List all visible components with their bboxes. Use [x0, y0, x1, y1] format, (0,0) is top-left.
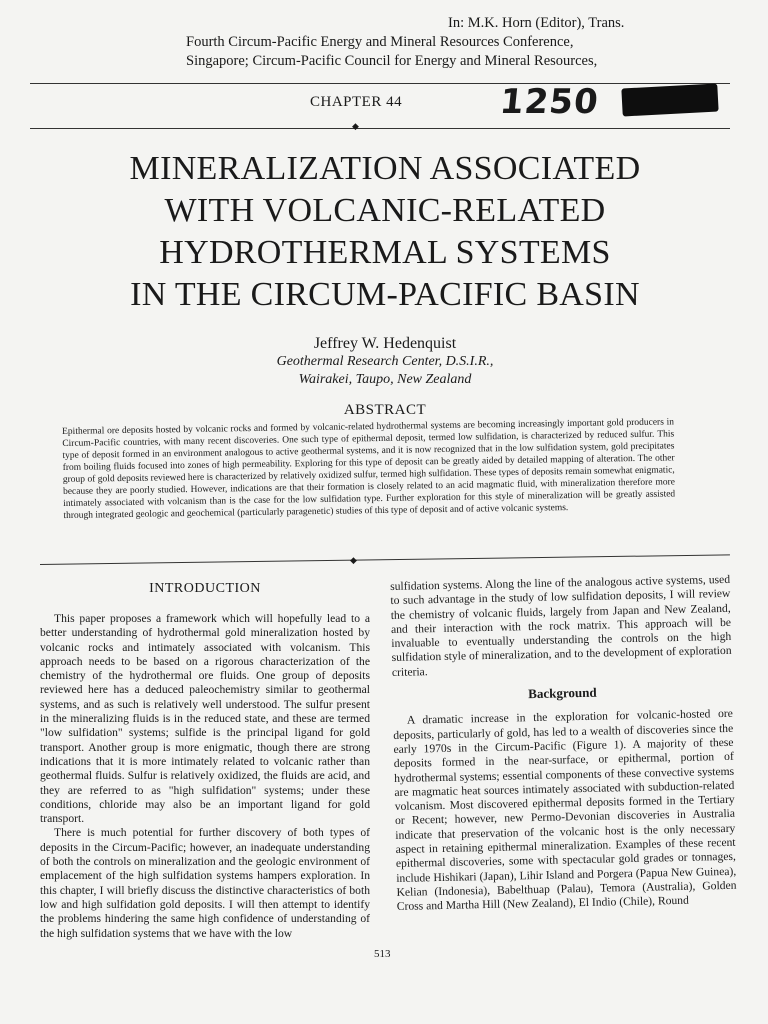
left-column: [40, 612, 370, 941]
affiliation-line-2: Wairakei, Taupo, New Zealand: [298, 372, 472, 387]
header-rule-bottom: [30, 128, 730, 129]
redaction-mark: [621, 84, 718, 117]
abstract-rule-diamond: ◆: [350, 555, 357, 565]
title-line-4: IN THE CIRCUM-PACIFIC BASIN: [130, 276, 640, 313]
author-block: [180, 334, 590, 389]
citation-header: [186, 14, 686, 71]
intro-paragraph-2: There is much potential for further discovery of both types of deposits in the Circum-Pacific; however, an inadequate understanding of both the controls on mineralization and the geologic environment of emplacement of the high sulfidation systems hampers exploration. In this chapter, I will briefly discuss the distinctive characteristics of both low and high sulfidation gold deposits. I will then attempt to identify the problems hindering the same high confidence of understanding of the high sulfidation systems that we have with the low: [40, 826, 370, 940]
paper-title: [40, 148, 730, 316]
handwritten-number: 1250: [497, 82, 601, 122]
chapter-label: CHAPTER 44: [310, 94, 403, 110]
affiliation-line-1: Geothermal Research Center, D.S.I.R.,: [276, 354, 494, 369]
header-rule-top: [30, 83, 730, 84]
intro-paragraph-3: sulfidation systems. Along the line of the analogous active systems, used to such advantage in the study of low sulfidation deposits, I will review the chemistry of volcanic fluids, largely from Japan and New Zealand, and their interaction with the rock matrix. This approach will be invaluable to eventually understanding the controls on the high sulfidation style of mineralization, and to the development of exploration criteria.: [390, 572, 732, 679]
citation-line-2: Fourth Circum-Pacific Energy and Mineral Resources Conference,: [186, 34, 574, 50]
background-paragraph-1: A dramatic increase in the exploration for volcanic-hosted ore deposits, particularly of gold, has led to a wealth of discoveries since the early 1970s in the Circum-Pacific (Figure 1). A majority of these deposits formed in the near-surface, or epithermal, portion of hydrothermal systems; essential components of these convective systems are magmatic heat sources intimately associated with subduction-related volcanism. Most discovered epithermal deposits formed in the Tertiary or Recent; however, new Permo-Devonian discoveries in Australia indicate that preservation of the volcanic host is the only necessary aspect in retaining epithermal mineralization. Examples of these recent epithermal discoveries, some with spectacular gold grades or tonnages, include Hishikari (Japan), Lihir Island and Porgera (Papua New Guinea), Kelian (Indonesia), Babelthuap (Palau), Temora (Australia), Golden Cross and Martha Hill (New Zealand), El Indio (Chile), Round: [393, 707, 737, 914]
abstract-text: Epithermal ore deposits hosted by volcanic rocks and formed by volcanic-related hydrothermal systems are becoming increasingly important gold producers in Circum-Pacific countries, with many recent discoveries. One such type of epithermal deposit, termed low sulfidation, is characterized by reduced sulfur. This type of deposit formed in an environment analogous to active geothermal systems, and it is now recognized that in the low sulfidation system, gold precipitates from boiling fluids focused into zones of high permeability. Exploring for this type of deposit can be greatly aided by detailed mapping of alteration. The other group of gold deposits reviewed here is characterized by relatively oxidized sulfur, termed high sulfidation. These types of deposits remain somewhat enigmatic, because they are poorly studied. However, indications are that their formation is closely related to an acid magmatic fluid, with mineralization therefore more intimately associated with volcanism than is the case for the low sulfidation type. Further exploration for this style of mineralization will be greatly assisted through integrated geologic and geochemical (particularly paragenetic) studies of this type of deposit and of active volcanic systems.: [62, 417, 676, 521]
rule-ornament-diamond: ◆: [352, 121, 359, 131]
abstract-rule: [40, 554, 730, 565]
citation-line-1: In: M.K. Horn (Editor), Trans.: [448, 15, 625, 31]
title-line-1: MINERALIZATION ASSOCIATED: [129, 150, 641, 187]
abstract-heading: ABSTRACT: [343, 402, 427, 418]
right-column: [390, 573, 737, 915]
citation-line-3: Singapore; Circum-Pacific Council for Energy and Mineral Resources,: [186, 53, 598, 69]
background-heading: Background: [528, 684, 597, 702]
introduction-heading: INTRODUCTION: [149, 581, 261, 596]
title-line-2: WITH VOLCANIC-RELATED: [164, 192, 606, 229]
author-name: Jeffrey W. Hedenquist: [313, 335, 457, 352]
title-line-3: HYDROTHERMAL SYSTEMS: [159, 234, 611, 271]
page-number: 513: [374, 948, 391, 960]
intro-paragraph-1: This paper proposes a framework which will hopefully lead to a better understanding of hydrothermal gold mineralization hosted by volcanic rocks and intimately associated with volcanism. This approach needs to be based on a rigorous characterization of the chemistry of the hydrothermal ore fluids. One group of deposits reviewed here has a deduced paleochemistry similar to geothermal systems, and as such is relatively well understood. The sulfur present in the mineralizing fluids is in the reduced state, and these are termed "low sulfidation" systems; sulfide is the principal ligand for gold transport. Another group is more enigmatic, though there are strong indications that it is more intimately related to volcanic rather than geothermal fluids. Sulfur is relatively oxidized, the fluids are acid, and they are referred to as "high sulfidation" systems; under these conditions, chloride may also be an important ligand for gold transport.: [40, 612, 370, 826]
